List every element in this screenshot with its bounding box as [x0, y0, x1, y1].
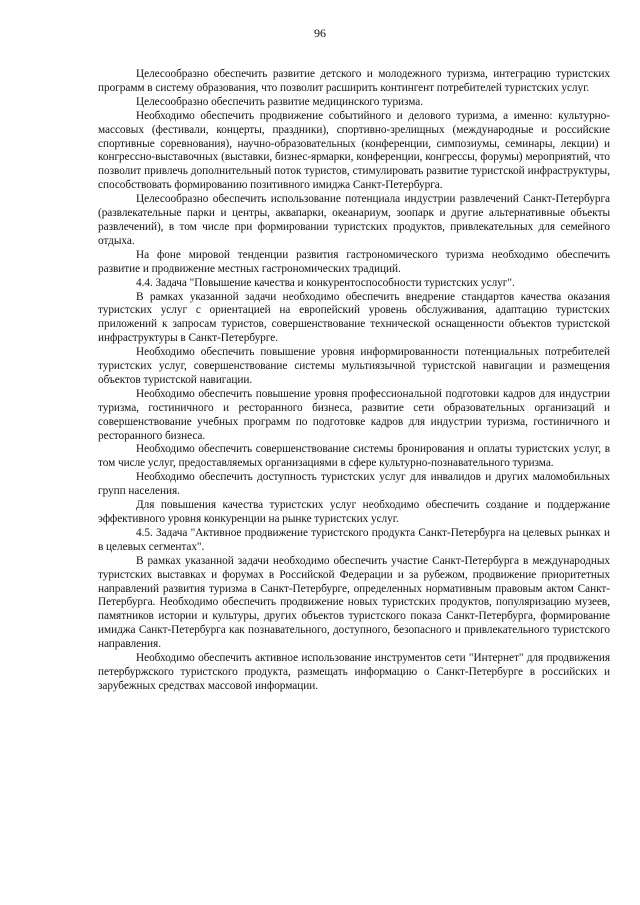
- paragraph: Целесообразно обеспечить развитие медицинского туризма.: [136, 95, 424, 108]
- paragraph: Для повышения качества туристских услуг необходимо обеспечить создание и поддержание эффективного уровня конкуренции на рынке туристских услуг.: [98, 499, 610, 525]
- paragraph: Необходимо обеспечить продвижение событийного и делового туризма, а именно: культурно-массовых (фестивали, концерты, праздники), спортивно-зрелищных (международные и российские спортивные соревнования), научно-образовательных (конференции, симпозиумы, семинары, лекции) и конгрессно-выставочных (выставки, бизнес-ярмарки, конференции, конгрессы, форумы) мероприятий, что позволит привлечь дополнительный поток туристов, стимулировать развитие туристской инфраструктуры, способствовать формированию позитивного имиджа Санкт-Петербурга.: [98, 109, 610, 192]
- body-text: [98, 68, 610, 694]
- section-heading-4-5: 4.5. Задача "Активное продвижение туристского продукта Санкт-Петербурга на целевых рынках и в целевых сегментах".: [98, 526, 610, 553]
- paragraph: Необходимо обеспечить совершенствование системы бронирования и оплаты туристских услуг, в том числе услуг, предоставляемых организациями в сфере культурно-познавательного туризма.: [98, 443, 610, 470]
- page-number: 96: [314, 26, 326, 40]
- paragraph: Целесообразно обеспечить использование потенциала индустрии развлечений Санкт-Петербурга (развлекательные парки и центры, аквапарки, океанариум, зоопарк и другие альтернативные объекты развлечений), в том числе при формировании туристских продуктов, привлекательных для семейного отдыха.: [98, 193, 610, 247]
- paragraph: Необходимо обеспечить доступность туристских услуг для инвалидов и других маломобильных групп населения.: [98, 471, 610, 498]
- paragraph: На фоне мировой тенденции развития гастрономического туризма необходимо обеспечить развитие и продвижение местных гастрономических традиций.: [98, 248, 610, 275]
- paragraph: Необходимо обеспечить повышение уровня информированности потенциальных потребителей туристских услуг, совершенствование системы мультиязычной туристской навигации и размещения объектов туристской навигации.: [98, 346, 610, 386]
- paragraph: Необходимо обеспечить активное использование инструментов сети "Интернет" для продвижения петербуржского туристского продукта, размещать информацию о Санкт-Петербурге в российских и зарубежных средствах массовой информации.: [98, 652, 610, 692]
- paragraph: В рамках указанной задачи необходимо обеспечить участие Санкт-Петербурга в международных туристских выставках и форумах в Российской Федерации и за рубежом, продвижение приоритетных направлений развития туризма в Санкт-Петербурге, определенных нормативным правовым актом Санкт-Петербурга. Необходимо обеспечить продвижение новых туристских продуктов, популяризацию музеев, памятников истории и культуры, других объектов туристского показа Санкт-Петербурга, формирование имиджа Санкт-Петербурга как познавательного, доступного, безопасного и привлекательного туристского направления.: [98, 554, 610, 651]
- paragraph: Целесообразно обеспечить развитие детского и молодежного туризма, интеграцию туристских программ в систему образования, что позволит расширить контингент потребителей туристских услуг.: [98, 68, 610, 94]
- paragraph: Необходимо обеспечить повышение уровня профессиональной подготовки кадров для индустрии туризма, гостиничного и ресторанного бизнеса, развитие сети образовательных организаций и совершенствование учебных программ по подготовке кадров для индустрии туризма, гостиничного и ресторанного бизнеса.: [98, 387, 610, 442]
- paragraph: В рамках указанной задачи необходимо обеспечить внедрение стандартов качества оказания туристских услуг с ориентацией на европейский уровень обслуживания, адаптацию туристских приложений к запросам туристов, совершенствование технической оснащенности объектов туристской инфраструктуры в Санкт-Петербурге.: [98, 290, 610, 345]
- section-heading-4-4: 4.4. Задача "Повышение качества и конкурентоспособности туристских услуг".: [136, 276, 515, 289]
